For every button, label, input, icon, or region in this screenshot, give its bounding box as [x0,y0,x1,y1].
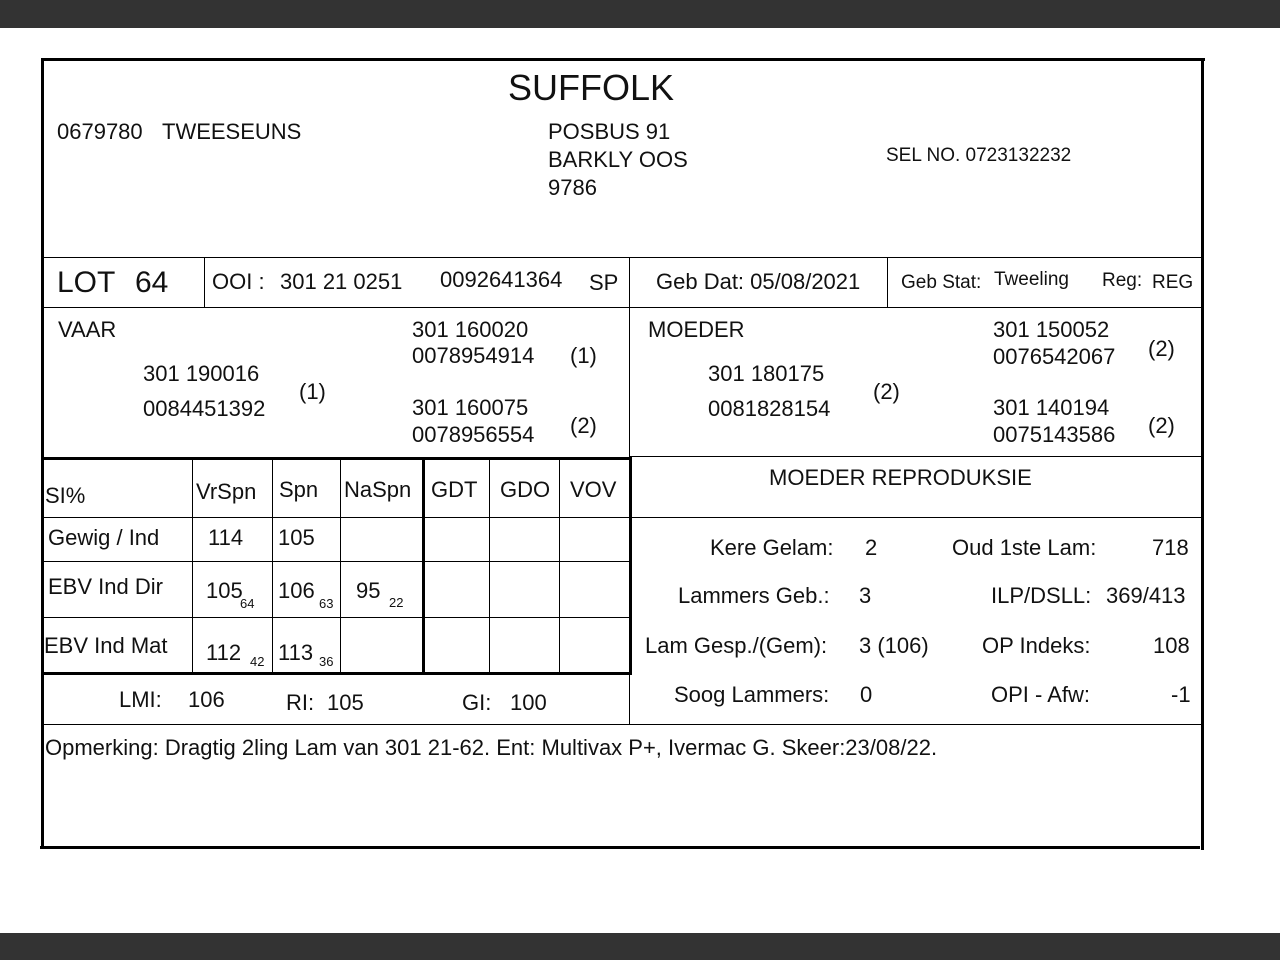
breed-title: SUFFOLK [508,67,675,108]
header-gdt: GDT [431,477,478,502]
op-indeks-label: OP Indeks: [982,633,1091,658]
remarks-text: Opmerking: Dragtig 2ling Lam van 301 21-62. Ent: Multivax P+, Ivermac G. Skeer:23/08/22. [45,735,938,760]
header-naspn: NaSpn [344,477,412,502]
ri-value: 105 [327,690,364,715]
oud-1ste-lam-label: Oud 1ste Lam: [952,535,1097,560]
vaar-label: VAAR [58,317,117,342]
cell-vrspn: 112 [206,640,242,665]
moeder-id: 0081828154 [708,396,831,421]
oud-1ste-lam-value: 718 [1152,535,1189,560]
vaar-number: 301 190016 [143,361,260,386]
moeder-dam-id: 0075143586 [993,422,1116,447]
header-gdo: GDO [500,477,551,502]
kere-gelam-label: Kere Gelam: [710,535,834,560]
header-spn: Spn [279,477,319,502]
cell-naspn-accuracy: 22 [389,595,404,610]
opi-afw-value: -1 [1171,682,1191,707]
vaar-id: 0084451392 [143,396,266,421]
lammers-geb-value: 3 [859,583,872,608]
bottom-dark-band [0,933,1280,960]
vaar-sire-id: 0078954914 [412,343,535,368]
moeder-sire-mark: (2) [1148,336,1175,361]
lot-number: 64 [135,266,169,299]
ooi-code: SP [589,270,619,295]
moeder-sire-id: 0076542067 [993,344,1116,369]
cell-spn-accuracy: 63 [319,596,334,611]
gi-label: GI: [462,690,492,715]
soog-lammers-label: Soog Lammers: [674,682,830,707]
cell-spn-accuracy: 36 [319,654,334,669]
lmi-label: LMI: [119,687,162,712]
cell-spn: 113 [278,640,314,665]
ilp-dsll-label: ILP/DSLL: [991,583,1092,608]
cell-vrspn: 105 [206,578,243,603]
top-dark-band [0,0,1280,28]
cell-vrspn: 114 [208,525,244,550]
cell-vrspn-accuracy: 64 [240,596,255,611]
moeder-label: MOEDER [648,317,745,342]
vaar-dam-number: 301 160075 [412,395,529,420]
owner-id: 0679780 [57,119,143,144]
row-label: EBV Ind Dir [48,574,163,599]
address-line-1: POSBUS 91 [548,119,671,144]
vaar-sire-mark: (1) [570,343,597,368]
moeder-sire-number: 301 150052 [993,317,1110,342]
row-label: Gewig / Ind [48,525,160,550]
ilp-dsll-value: 369/413 [1106,583,1186,608]
reproduction-title: MOEDER REPRODUKSIE [769,465,1032,490]
moeder-dam-number: 301 140194 [993,395,1110,420]
kere-gelam-value: 2 [865,535,878,560]
ri-label: RI: [286,690,315,715]
ooi-id: 0092641364 [440,267,563,292]
cell-spn: 106 [278,578,315,603]
header-vrspn: VrSpn [196,479,257,504]
ooi-label: OOI : [212,269,265,294]
vaar-sire-number: 301 160020 [412,317,529,342]
moeder-dam-mark: (2) [1148,413,1175,438]
soog-lammers-value: 0 [860,682,873,707]
lot-label: LOT [57,266,116,299]
lammers-geb-label: Lammers Geb.: [678,583,830,608]
reg-label: Reg: [1102,270,1143,291]
cell-naspn: 95 [356,578,381,603]
reg-value: REG [1152,272,1194,293]
header-vov: VOV [570,477,617,502]
opi-afw-label: OPI - Afw: [991,682,1091,707]
cell-vrspn-accuracy: 42 [250,654,265,669]
gi-value: 100 [510,690,547,715]
owner-name: TWEESEUNS [162,119,302,144]
header-si: SI% [45,483,86,508]
op-indeks-value: 108 [1153,633,1190,658]
vaar-mark: (1) [299,379,326,404]
lam-gesp-value: 3 (106) [859,633,929,658]
birth-date: Geb Dat: 05/08/2021 [656,269,861,294]
moeder-mark: (2) [873,379,900,404]
lmi-value: 106 [188,687,225,712]
address-line-3: 9786 [548,175,597,200]
cell-spn: 105 [278,525,315,550]
row-label: EBV Ind Mat [44,633,168,658]
ooi-number: 301 21 0251 [280,269,403,294]
vaar-dam-id: 0078956554 [412,422,535,447]
sel-number: SEL NO. 0723132232 [886,145,1072,166]
address-line-2: BARKLY OOS [548,147,688,172]
vaar-dam-mark: (2) [570,413,597,438]
lam-gesp-label: Lam Gesp./(Gem): [645,633,828,658]
moeder-number: 301 180175 [708,361,825,386]
birth-status-value: Tweeling [994,269,1069,290]
birth-status-label: Geb Stat: [901,272,982,293]
